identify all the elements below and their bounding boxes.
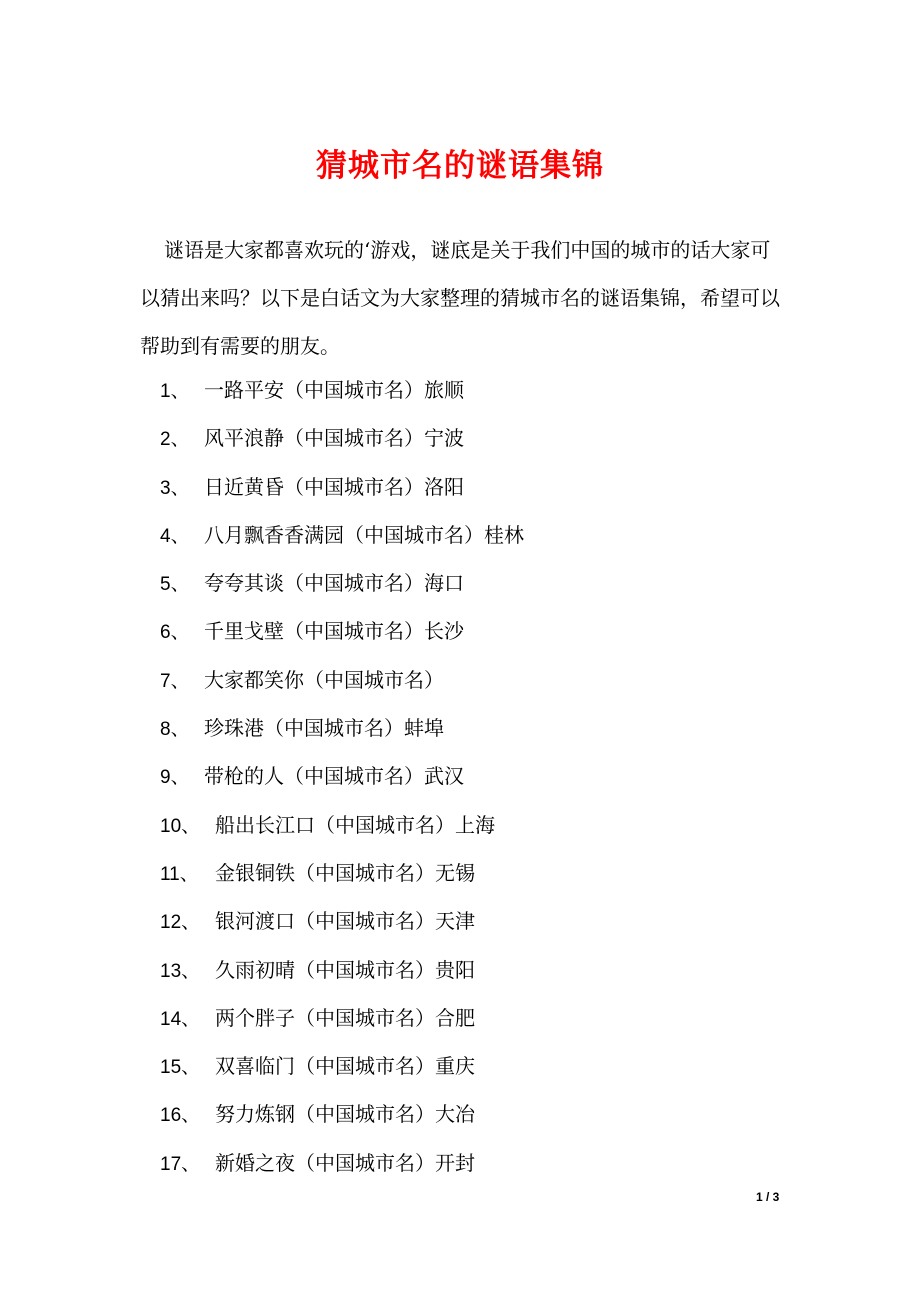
list-item: [160, 754, 524, 802]
intro-paragraph: 谜语是大家都喜欢玩的‘游戏，谜底是关于我们中国的城市的话大家可以猜出来吗？以下是白话文为大家整理的猜城市名的谜语集锦，希望可以帮助到有需要的朋友。: [140, 238, 780, 358]
list-item: [160, 1141, 524, 1189]
item-number: 11、: [160, 863, 199, 885]
item-number: 6、: [160, 622, 190, 644]
item-text: 一路平安（中国城市名）旅顺: [204, 378, 464, 402]
list-item: [160, 1092, 524, 1140]
item-number: 10、: [160, 815, 201, 837]
item-number: 1、: [160, 381, 190, 402]
item-text: 新婚之夜（中国城市名）开封: [215, 1150, 475, 1175]
item-text: 大家都笑你（中国城市名）: [204, 667, 444, 692]
item-number: 17、: [160, 1153, 201, 1175]
list-item: [160, 803, 524, 851]
list-item: [160, 948, 524, 996]
item-text: 日近黄昏（中国城市名）洛阳: [204, 474, 464, 499]
item-text: 带枪的人（中国城市名）武汉: [204, 764, 464, 789]
item-number: 14、: [160, 1008, 201, 1030]
list-item: [160, 609, 524, 657]
item-text: 努力炼钢（中国城市名）大冶: [215, 1102, 475, 1127]
item-text: 两个胖子（中国城市名）合肥: [215, 1005, 475, 1030]
list-item: [160, 1044, 524, 1092]
item-text: 八月飘香香满园（中国城市名）桂林: [204, 522, 524, 547]
item-number: 3、: [160, 477, 190, 499]
list-item: [160, 996, 524, 1044]
item-number: 2、: [160, 429, 190, 451]
item-text: 金银铜铁（中国城市名）无锡: [215, 860, 475, 885]
item-text: 千里戈壁（中国城市名）长沙: [204, 619, 464, 644]
item-number: 7、: [160, 670, 190, 692]
list-item: [160, 706, 524, 754]
item-number: 8、: [160, 719, 190, 741]
list-item: [160, 658, 524, 706]
page-number: 1 / 3: [756, 1190, 780, 1204]
item-text: 双喜临门（中国城市名）重庆: [215, 1054, 475, 1079]
item-text: 船出长江口（中国城市名）上海: [215, 812, 495, 837]
list-item: [160, 851, 524, 899]
list-item: [160, 561, 524, 609]
item-number: 13、: [160, 960, 201, 982]
riddle-list: [160, 368, 524, 1189]
item-number: 15、: [160, 1057, 201, 1079]
item-number: 9、: [160, 767, 190, 789]
list-item: [160, 465, 524, 513]
item-text: 珍珠港（中国城市名）蚌埠: [204, 716, 444, 741]
item-text: 风平浪静（中国城市名）宁波: [204, 426, 464, 451]
item-number: 4、: [160, 525, 190, 547]
list-item: [160, 513, 524, 561]
item-number: 5、: [160, 574, 190, 596]
item-number: 12、: [160, 912, 201, 934]
document-title: 猜城市名的谜语集锦: [316, 148, 604, 184]
list-item: [160, 899, 524, 947]
item-number: 16、: [160, 1105, 201, 1127]
item-text: 银河渡口（中国城市名）天津: [215, 909, 475, 934]
list-item: [160, 416, 524, 464]
item-text: 久雨初晴（中国城市名）贵阳: [215, 957, 475, 982]
list-item: [160, 368, 524, 416]
item-text: 夸夸其谈（中国城市名）海口: [204, 571, 464, 596]
